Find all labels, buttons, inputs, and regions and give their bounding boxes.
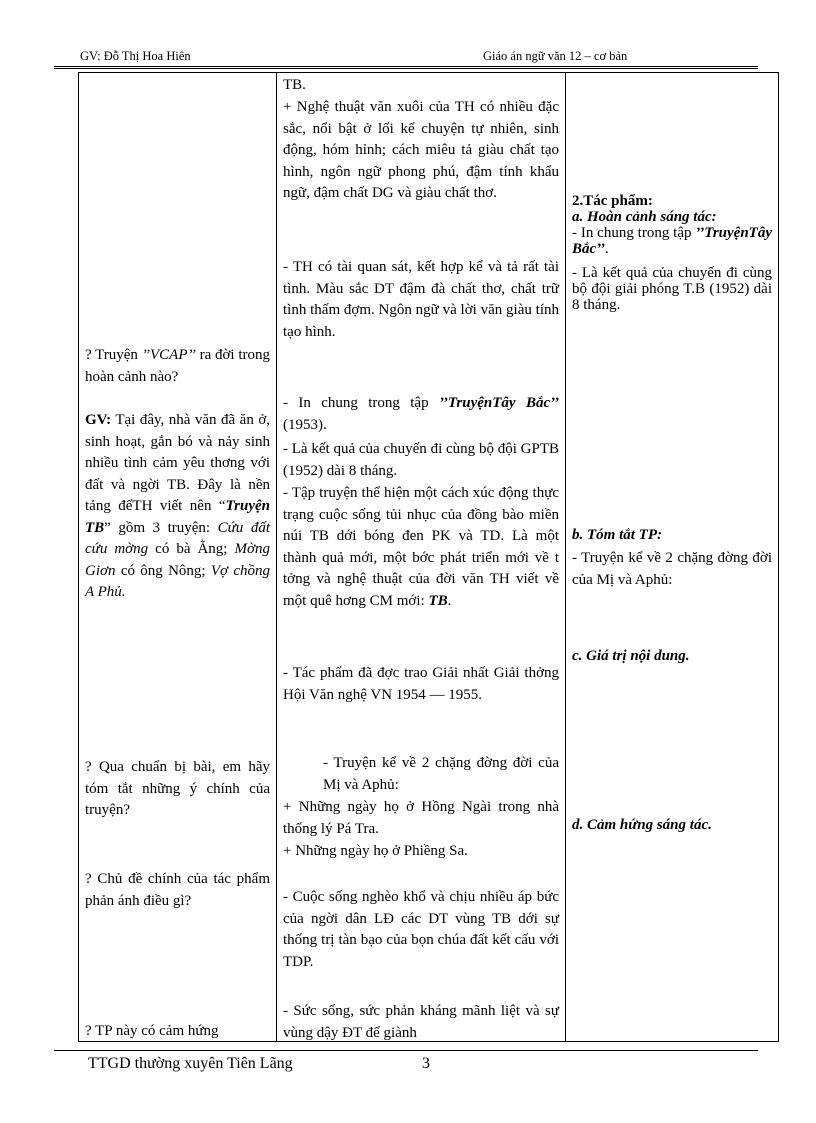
content-publish: - In chung trong tập ’’TruyệnTây Bắc’’ (1953). — [283, 395, 559, 433]
content-reality: - Tập truyện thể hiện một cách xúc động thực trạng cuộc sống tủi nhục của đồng bào miền núi TB dới bóng đen PK và TD. Là một thành quả mới, một bớc phát triển mới về t tởng và nghệ thuật của đời văn TH viết về một quê hơng CM mới: TB. — [283, 485, 559, 609]
lesson-table — [78, 72, 779, 1042]
header-rule — [54, 66, 758, 67]
teacher-note: GV: Tại đây, nhà văn đã ăn ở, sinh hoạt, gắn bó và nảy sinh nhiều tình cảm yêu thơng với đất và ngời TB. Đây là nền tảng đểTH viết nên “Truyện TB” gồm 3 truyện: Cứu đất cứu mờng có bà Ằng; Mờng Giơn có ông Nông; Vợ chồng A Phủ. — [85, 412, 270, 600]
footer-rule — [54, 1050, 758, 1051]
teacher-activity-column — [79, 73, 277, 1042]
question-inspiration: ? TP này có cảm hứng — [85, 1023, 219, 1039]
outline-column — [566, 73, 779, 1042]
outline-inspiration-title: d. Cảm hứng sáng tác. — [572, 817, 712, 833]
content-hong-ngai: + Những ngày họ ở Hồng Ngài trong nhà thống lý Pá Tra. — [283, 799, 559, 837]
content-life: - Cuộc sống nghèo khổ và chịu nhiều áp bức của ngời dân LĐ các DT vùng TB dới sự thống trị tàn bạo của bọn chúa đất kết cấu với TDP. — [283, 889, 559, 970]
content-trip: - Là kết quả của chuyến đi cùng bộ đội GPTB (1952) dài 8 tháng. — [283, 441, 559, 479]
content-resistance: - Sức sống, sức phản kháng mãnh liệt và sự vùng dậy ĐT để giành — [283, 1003, 559, 1041]
question-summary: ? Qua chuẩn bị bài, em hãy tóm tắt những ý chính của truyện? — [85, 759, 270, 818]
header-teacher: GV: Đỗ Thị Hoa Hiên — [80, 49, 191, 63]
content-phieng-sa: + Những ngày họ ở Phiềng Sa. — [283, 843, 468, 859]
content-award: - Tác phẩm đã đợc trao Giải nhất Giải thởng Hội Văn nghệ VN 1954 — 1955. — [283, 665, 559, 703]
content-talent: - TH có tài quan sát, kết hợp kể và tả rất tài tình. Màu sắc DT đậm đà chất thơ, chất trữ tình thấm đợm. Ngôn ngữ và lời văn giàu tính tạo hình. — [283, 259, 559, 340]
question-theme: ? Chủ đề chính của tác phẩm phản ánh điều gì? — [85, 871, 270, 909]
question-context: ? Truyện ’’VCAP’’ ra đời trong hoàn cảnh nào? — [85, 347, 271, 385]
outline-trip: - Là kết quả của chuyến đi cùng bộ đội giải phóng T.B (1952) dài 8 tháng. — [572, 265, 772, 313]
outline-value-title: c. Giá trị nội dung. — [572, 648, 690, 664]
page-header — [80, 49, 680, 65]
content-column — [277, 73, 566, 1042]
content-summary: - Truyện kể về 2 chặng đờng đời của Mị và Aphủ: — [323, 755, 559, 793]
header-subject: Giáo án ngữ văn 12 – cơ bản — [483, 49, 628, 63]
header-rule-2 — [54, 68, 758, 69]
outline-publish: - In chung trong tập ’’TruyệnTây Bắc’’. — [572, 225, 772, 257]
content-p1: TB. — [283, 77, 306, 93]
page-footer — [88, 1055, 430, 1073]
content-art: + Nghệ thuật văn xuôi của TH có nhiều đặc sắc, nổi bật ở lối kể chuyện tự nhiên, sinh động, hóm hỉnh; cách miêu tả giàu chất tạo hình, ngôn ngữ phong phú, đậm tính khẩu ngữ, đậm chất DG và giàu chất thơ. — [283, 99, 559, 201]
outline-context-title: a. Hoàn cảnh sáng tác: — [572, 209, 717, 225]
footer-institution: TTGD thường xuyên Tiên Lãng — [88, 1055, 293, 1072]
outline-summary: - Truyện kể về 2 chặng đờng đời của Mị và Aphủ: — [572, 550, 772, 588]
outline-work-title: 2.Tác phẩm: — [572, 193, 653, 209]
outline-summary-title: b. Tóm tắt TP: — [572, 527, 662, 543]
page-number: 3 — [422, 1055, 430, 1072]
